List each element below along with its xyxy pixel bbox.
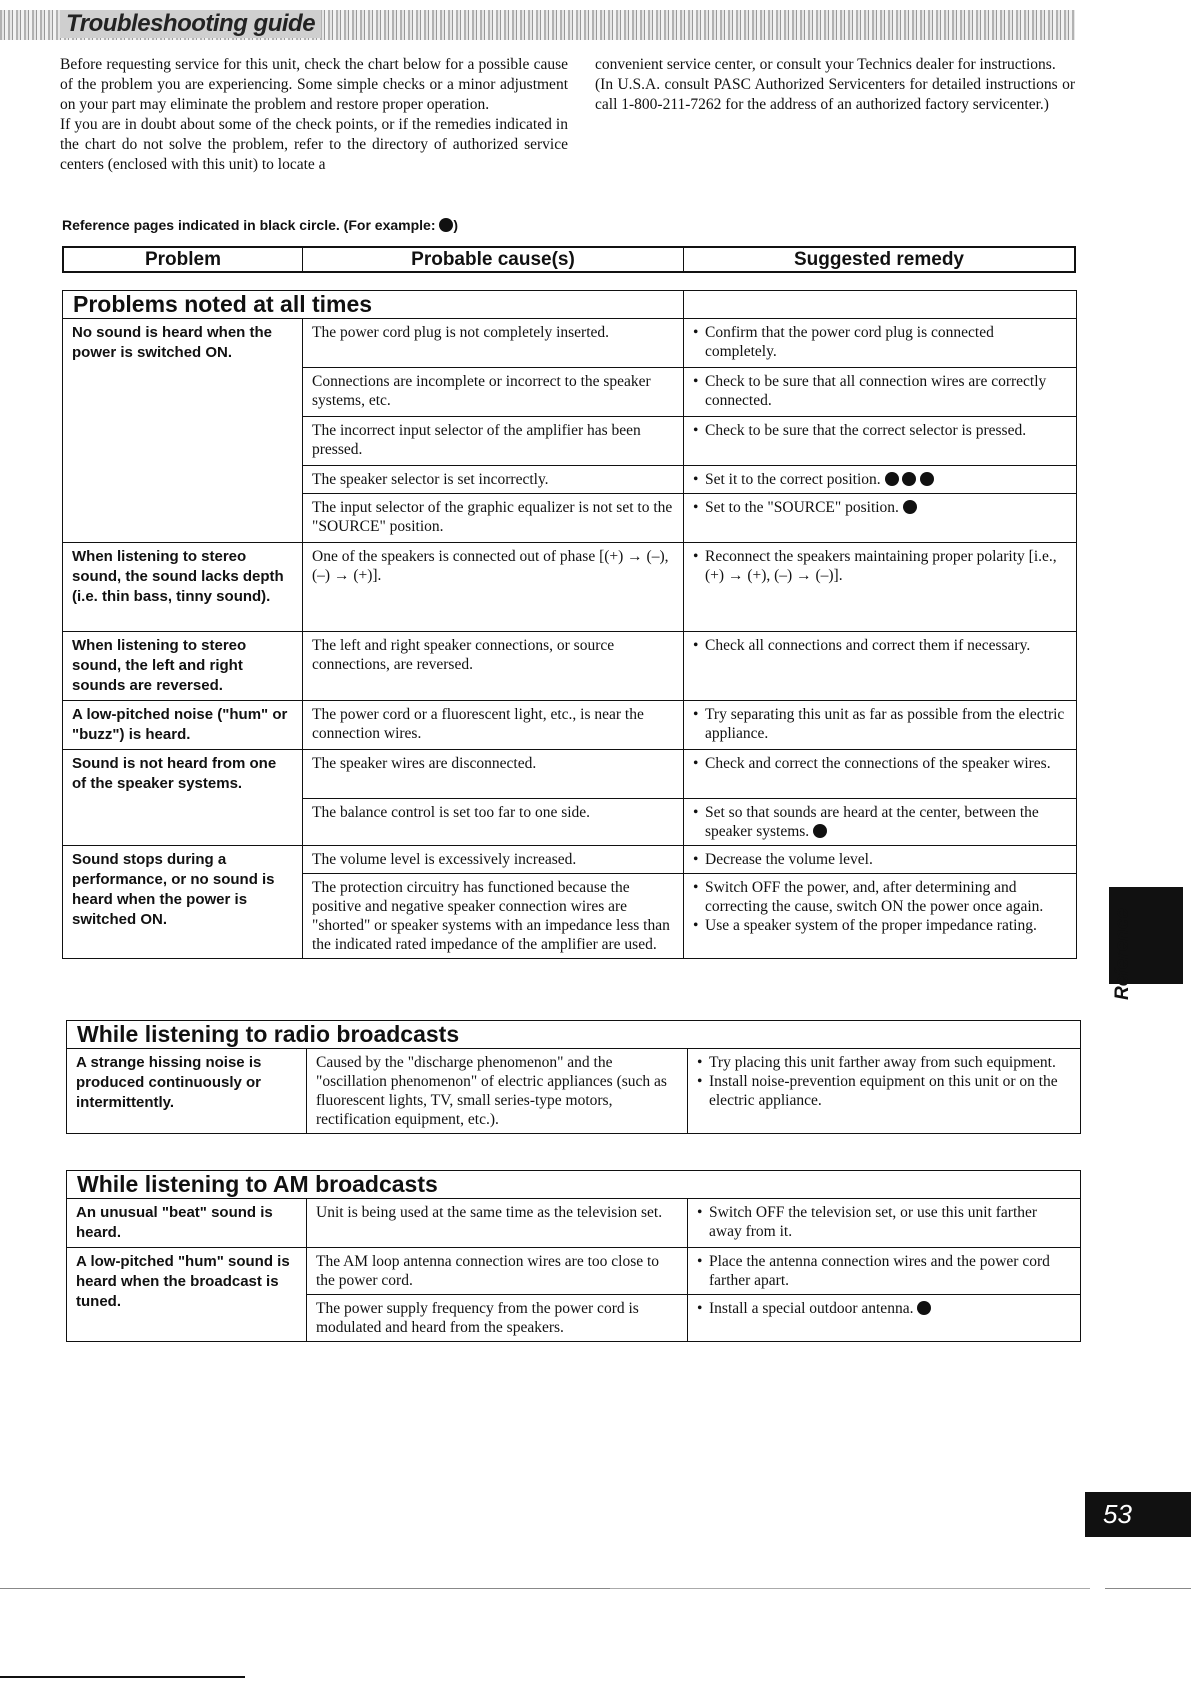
footer-rule — [1105, 1588, 1191, 1589]
page-reference-icon — [917, 1301, 931, 1315]
remedy-cell: • Check to be sure that all connection wires are correctly connected. — [684, 368, 1077, 417]
intro-paragraph: If you are in doubt about some of the check points, or if the remedies indicated in the chart do not solve the problem, refer to the directory of authorized service centers (enclosed with this unit) to locate a — [60, 116, 568, 173]
remedy-cell: • Place the antenna connection wires and the power cord farther apart. — [688, 1248, 1081, 1295]
problem-cell: Sound stops during a performance, or no sound is heard when the power is switched ON. — [63, 846, 303, 959]
cause-cell: The speaker wires are disconnected. — [303, 750, 684, 799]
remedy-cell: • Decrease the volume level. — [684, 846, 1077, 874]
cause-cell: The speaker selector is set incorrectly. — [303, 466, 684, 494]
remedy-cell: • Install a special outdoor antenna. — [688, 1295, 1081, 1342]
column-header-problem: Problem — [64, 248, 303, 271]
sidebar-label: Reference — [1112, 908, 1133, 1000]
page-reference-icon — [885, 472, 899, 486]
page-reference-icon — [903, 500, 917, 514]
section-title: Problems noted at all times — [63, 291, 684, 319]
cause-cell: The left and right speaker connections, or source connections, are reversed. — [303, 632, 684, 701]
intro-left — [60, 55, 568, 175]
cause-cell: Unit is being used at the same time as the television set. — [307, 1199, 688, 1248]
page-reference-icon — [902, 472, 916, 486]
page-title: Troubleshooting guide — [60, 10, 321, 38]
problem-cell: No sound is heard when the power is switched ON. — [63, 319, 303, 543]
remedy-cell: • Reconnect the speakers maintaining proper polarity [i.e., (+) → (+), (–) → (–)]. — [684, 543, 1077, 632]
remedy-cell: • Switch OFF the television set, or use this unit farther away from it. — [688, 1199, 1081, 1248]
cause-cell: The power cord plug is not completely inserted. — [303, 319, 684, 368]
page-number: 53 — [1085, 1492, 1191, 1537]
cause-cell: One of the speakers is connected out of phase [(+) → (–), (–) → (+)]. — [303, 543, 684, 632]
cause-cell: The input selector of the graphic equalizer is not set to the "SOURCE" position. — [303, 494, 684, 543]
page-reference-icon — [813, 824, 827, 838]
problem-cell: A low-pitched "hum" sound is heard when the broadcast is tuned. — [67, 1248, 307, 1342]
cause-cell: The volume level is excessively increased. — [303, 846, 684, 874]
cause-cell: The AM loop antenna connection wires are too close to the power cord. — [307, 1248, 688, 1295]
cause-cell: Caused by the "discharge phenomenon" and the "oscillation phenomenon" of electric appliances (such as fluorescent lights, TV, small series-type motors, rectification equipment, etc.). — [307, 1049, 688, 1134]
remedy-cell: • Check all connections and correct them if necessary. — [684, 632, 1077, 701]
remedy-cell: • Confirm that the power cord plug is connected completely. — [684, 319, 1077, 368]
intro-right — [595, 55, 1075, 115]
remedy-cell: • Check and correct the connections of the speaker wires. — [684, 750, 1077, 799]
problem-cell: A low-pitched noise ("hum" or "buzz") is heard. — [63, 701, 303, 750]
problem-cell: A strange hissing noise is produced continuously or intermittently. — [67, 1049, 307, 1134]
section-title: While listening to radio broadcasts — [67, 1021, 1081, 1049]
intro-paragraph: convenient service center, or consult your Technics dealer for instructions. — [595, 56, 1056, 73]
column-header-cause: Probable cause(s) — [303, 248, 684, 271]
intro-paragraph: Before requesting service for this unit, check the chart below for a possible cause of the problem you are experiencing. Some simple checks or a minor adjustment on your part may eliminate the problem and restore proper operation. — [60, 56, 568, 113]
remedy-cell: • Set it to the correct position. — [684, 466, 1077, 494]
remedy-cell: • Set to the "SOURCE" position. — [684, 494, 1077, 543]
page-reference-icon — [439, 218, 453, 232]
remedy-cell: • Switch OFF the power, and, after determining and correcting the cause, switch ON the power once again. • Use a speaker system of the proper impedance rating. — [684, 874, 1077, 959]
remedy-cell: • Set so that sounds are heard at the center, between the speaker systems. — [684, 799, 1077, 846]
column-header-remedy: Suggested remedy — [794, 248, 964, 270]
cause-cell: The incorrect input selector of the amplifier has been pressed. — [303, 417, 684, 466]
problem-cell: When listening to stereo sound, the left and right sounds are reversed. — [63, 632, 303, 701]
section-am-table — [66, 1170, 1081, 1342]
cause-cell: The protection circuitry has functioned because the positive and negative speaker connection wires are "shorted" or speaker systems with an impedance less than the indicated rated impedance of the amplifier are used. — [303, 874, 684, 959]
cause-cell: The power supply frequency from the power cord is modulated and heard from the speakers. — [307, 1295, 688, 1342]
reference-note-text: Reference pages indicated in black circle. (For example: — [62, 217, 436, 233]
problem-cell: Sound is not heard from one of the speaker systems. — [63, 750, 303, 846]
footer-rule — [610, 1588, 1090, 1589]
page-reference-icon — [920, 472, 934, 486]
section-all-times-table — [62, 290, 1077, 959]
column-headers — [62, 246, 1076, 273]
cause-cell: Connections are incomplete or incorrect to the speaker systems, etc. — [303, 368, 684, 417]
cause-cell: The balance control is set too far to one side. — [303, 799, 684, 846]
footer-rule — [0, 1676, 245, 1678]
cause-cell: The power cord or a fluorescent light, etc., is near the connection wires. — [303, 701, 684, 750]
remedy-cell: • Try placing this unit farther away from such equipment. • Install noise-prevention equipment on this unit or on the electric appliance. — [688, 1049, 1081, 1134]
footer-rule — [0, 1588, 610, 1589]
reference-note: Reference pages indicated in black circle. (For example: ) — [62, 217, 459, 233]
section-title: While listening to AM broadcasts — [67, 1171, 1081, 1199]
intro-paragraph: (In U.S.A. consult PASC Authorized Servicenters for detailed instructions or call 1-800-211-7262 for the address of an authorized factory servicenter.) — [595, 76, 1075, 113]
section-radio-table — [66, 1020, 1081, 1134]
remedy-cell: • Try separating this unit as far as possible from the electric appliance. — [684, 701, 1077, 750]
problem-cell: When listening to stereo sound, the sound lacks depth (i.e. thin bass, tinny sound). — [63, 543, 303, 632]
remedy-cell: • Check to be sure that the correct selector is pressed. — [684, 417, 1077, 466]
problem-cell: An unusual "beat" sound is heard. — [67, 1199, 307, 1248]
